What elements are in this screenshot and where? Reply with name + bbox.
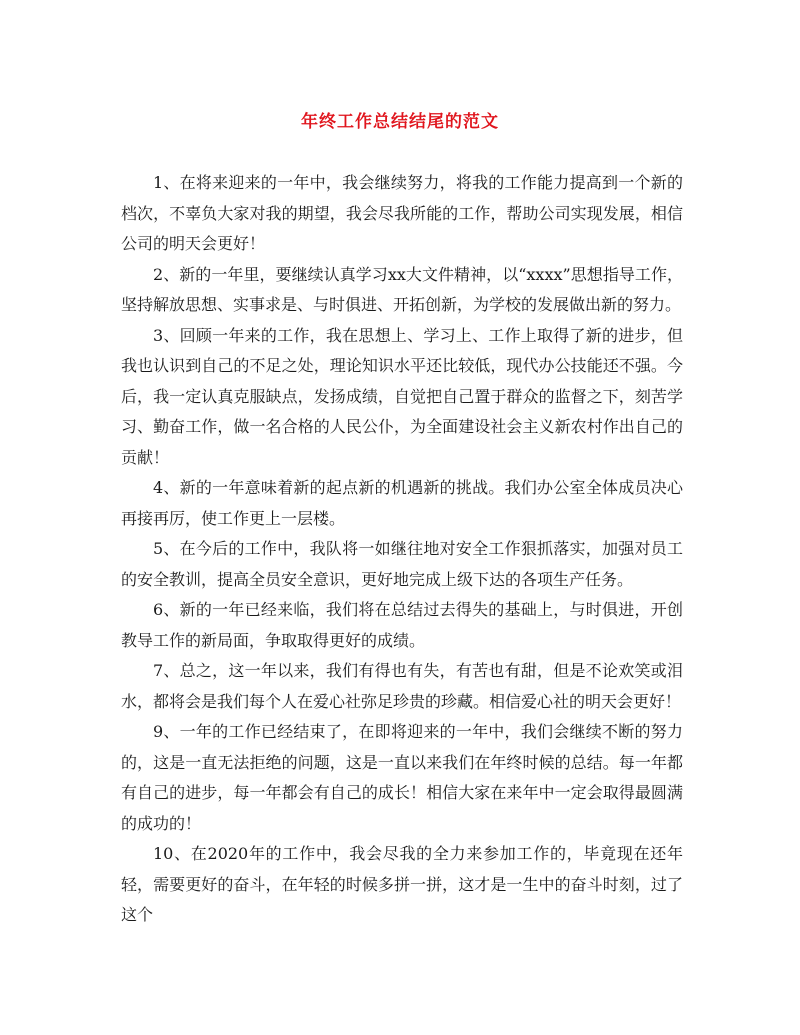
paragraph-6: 6、新的一年已经来临，我们将在总结过去得失的基础上，与时俱进，开创教导工作的新局面，争取取得更好的成绩。 xyxy=(121,600,683,650)
paragraph-3: 3、回顾一年来的工作，我在思想上、学习上、工作上取得了新的进步，但我也认识到自己的不足之处，理论知识水平还比较低，现代办公技能还不强。今后，我一定认真克服缺点，发扬成绩，自觉把自己置于群众的监督之下，刻苦学习、勤奋工作，做一名合格的人民公仆，为全面建设社会主义新农村作出自己的贡献！ xyxy=(121,325,683,467)
paragraph-2: 2、新的一年里，要继续认真学习xx大文件精神，以“xxxx”思想指导工作，坚持解放思想、实事求是、与时俱进、开拓创新，为学校的发展做出新的努力。 xyxy=(121,264,683,314)
paragraph-9: 9、一年的工作已经结束了，在即将迎来的一年中，我们会继续不断的努力的，这是一直无法拒绝的问题，这是一直以来我们在年终时候的总结。每一年都有自己的进步，每一年都会有自己的成长！相信大家在来年中一定会取得最圆满的成功的！ xyxy=(121,722,683,833)
document-body xyxy=(121,168,683,931)
paragraph-1: 1、在将来迎来的一年中，我会继续努力，将我的工作能力提高到一个新的档次，不辜负大家对我的期望，我会尽我所能的工作，帮助公司实现发展，相信公司的明天会更好！ xyxy=(121,173,683,253)
paragraph-10: 10、在2020年的工作中，我会尽我的全力来参加工作的，毕竟现在还年轻，需要更好的奋斗，在年轻的时候多拼一拼，这才是一生中的奋斗时刻，过了这个 xyxy=(121,844,683,924)
paragraph-4: 4、新的一年意味着新的起点新的机遇新的挑战。我们办公室全体成员决心再接再厉，使工作更上一层楼。 xyxy=(121,478,683,528)
paragraph-7: 7、总之，这一年以来，我们有得也有失，有苦也有甜，但是不论欢笑或泪水，都将会是我们每个人在爱心社弥足珍贵的珍藏。相信爱心社的明天会更好！ xyxy=(121,661,683,711)
document-title: 年终工作总结结尾的范文 xyxy=(301,112,499,132)
paragraph-5: 5、在今后的工作中，我队将一如继往地对安全工作狠抓落实，加强对员工的安全教训，提高全员安全意识，更好地完成上级下达的各项生产任务。 xyxy=(121,539,683,589)
